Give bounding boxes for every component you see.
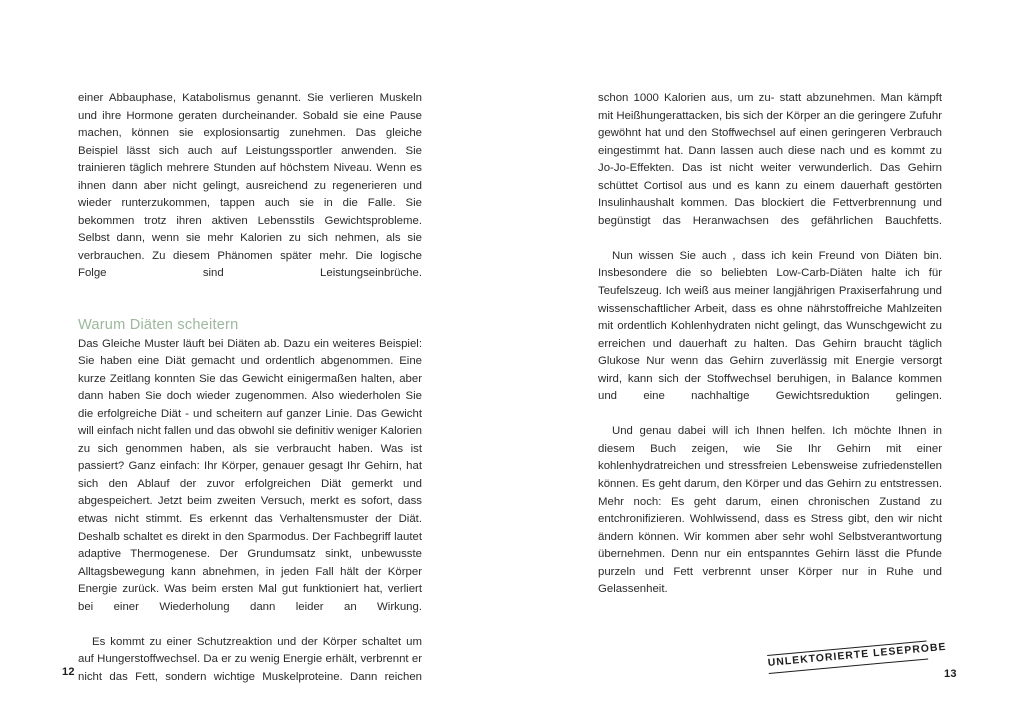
section-heading: Warum Diäten scheitern	[78, 316, 239, 333]
paragraph: Es kommt zu einer Schutzreaktion und der Körper schaltet um auf Hungerstoffwechsel. Da er zu wenig Energie erhält, verbrennt er nicht das Fett, sondern wichtige Muskelproteine. Dann reichen	[78, 635, 422, 683]
left-page-text-column	[78, 90, 422, 704]
right-page-text-column	[598, 90, 942, 616]
page-number-left: 12	[62, 666, 75, 678]
paragraph: schon 1000 Kalorien aus, um zu- statt abzunehmen. Man kämpft mit Heißhungerattacken, bis sich der Körper an die geringere Zufuhr gewöhnt hat und den Stoffwechsel auf einen geringeren Verbrauch eingestimmt hat. Dann lassen auch diese nach und es kommt zu Jo-Jo-Effekten. Das ist nicht weiter verwunderlich. Das Gehirn schüttet Cortisol aus und es kann zu einem dauerhaft gestörten Insulinhaushalt kommen. Das blockiert die Fettverbrennung und begünstigt das Heranwachsen des gefährlichen Bauchfetts.	[598, 92, 942, 227]
paragraph: Und genau dabei will ich Ihnen helfen. Ich möchte Ihnen in diesem Buch zeigen, wie Sie Ihr Gehirn mit einer kohlenhydratreichen und stressfreien Lebensweise zufriedenstellen können. Es geht darum, den Körper und das Gehirn zu entstressen. Mehr noch: Es geht darum, einen chronischen Zustand zu entchronifizieren. Wohlwissend, dass es Stress gibt, den wir nicht ändern können. Wir kommen aber sehr wohl Selbstverantwortung übernehmen. Denn nur ein entspanntes Gehirn lässt die Pfunde purzeln und Fett verbrennt unser Körper nur in Ruhe und Gelassenheit.	[598, 425, 942, 596]
page-number-right: 13	[944, 668, 957, 680]
proof-stamp	[767, 641, 947, 674]
paragraph: Das Gleiche Muster läuft bei Diäten ab. Dazu ein weiteres Beispiel: Sie haben eine Diät gemacht und ordentlich abgenommen. Eine kurze Zeitlang konnten Sie das Gewicht einigermaßen halten, aber dann haben Sie doch wieder zugenommen. Also wiederholen Sie die erfolgreiche Diät - und scheitern auf ganzer Linie. Das Gewicht will einfach nicht fallen und das obwohl sie definitiv weniger Kalorien zu sich genommen haben, als sie verbraucht haben. Was ist passiert? Ganz einfach: Ihr Körper, genauer gesagt Ihr Gehirn, hat sich den Ablauf der zuvor erfolgreichen Diät gemerkt und abgespeichert. Jetzt beim zweiten Versuch, merkt es sofort, dass etwas nicht stimmt. Es erkennt das Verhaltensmuster der Diät. Deshalb schaltet es direkt in den Sparmodus. Der Fachbegriff lautet adaptive Thermogenese. Der Grundumsatz sinkt, unbewusste Alltagsbewegung kann abnehmen, in jeden Fall hält der Körper Energie zurück. Was beim ersten Mal gut funktioniert hat, verliert bei einer Wiederholung dann leider an Wirkung.	[78, 337, 422, 613]
paragraph: einer Abbauphase, Katabolismus genannt. Sie verlieren Muskeln und ihre Hormone geraten durcheinander. Sobald sie eine Pause machen, können sie explosionsartig zunehmen. Das gleiche Beispiel lässt sich auch auf Leistungssportler anwenden. Sie trainieren täglich mehrere Stunden auf höchstem Niveau. Wenn es ihnen dann aber nicht gelingt, ausreichend zu regenerieren und wieder runterzukommen, tappen auch sie in die Falle. Sie bekommen trotz ihren aktiven Lebensstils Gewichtsprobleme. Selbst dann, wenn sie mehr Kalorien zu sich nehmen, als sie verbrauchen. Zu diesem Phänomen später mehr. Die logische Folge sind Leistungseinbrüche.	[78, 92, 422, 280]
paragraph: Nun wissen Sie auch , dass ich kein Freund von Diäten bin. Insbesondere die so beliebten Low-Carb-Diäten halte ich für Teufelszeug. Ich weiß aus meiner langjährigen Praxiserfahrung und wissenschaftlicher Arbeit, dass es ohne nährstoffreiche Mahlzeiten mit ordentlich Kohlenhydraten nicht gelingt, das Wunschgewicht zu erreichen und dauerhaft zu halten. Das Gehirn braucht täglich Glukose Nur wenn das Gehirn zuverlässig mit Energie versorgt wird, kann sich der Stoffwechsel beruhigen, in Balance kommen und eine nachhaltige Gewichtsreduktion gelingen.	[598, 249, 942, 403]
proof-stamp-label: UNLEKTORIERTE LESEPROBE	[767, 641, 947, 669]
